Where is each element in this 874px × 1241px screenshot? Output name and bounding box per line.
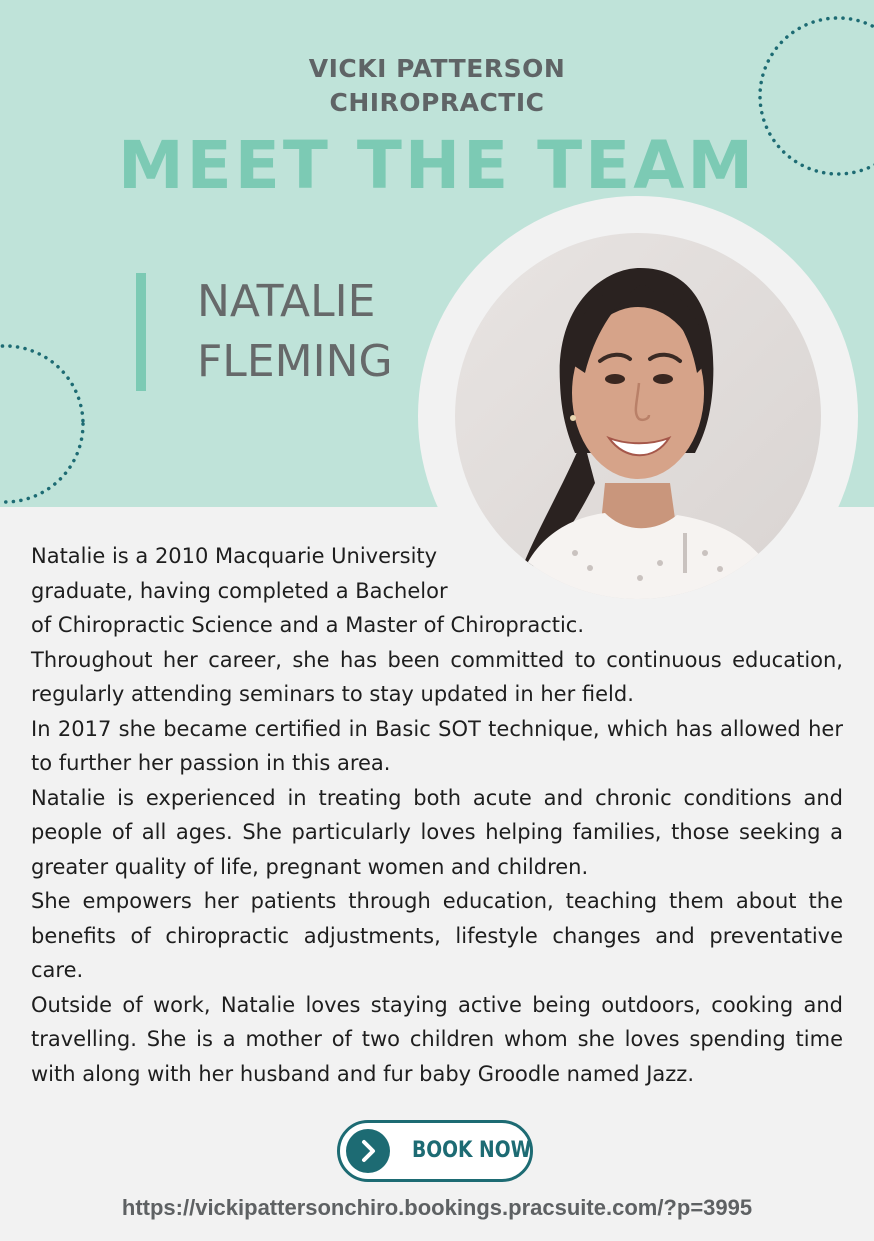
brand-name: [0, 52, 874, 120]
booking-url[interactable]: https://vickipattersonchiro.bookings.pracsuite.com/?p=3995: [121, 1195, 753, 1220]
chevron-right-icon: [346, 1129, 390, 1173]
dotted-circle-left: [0, 342, 96, 512]
brand-line-2: CHIROPRACTIC: [329, 88, 545, 117]
book-now-label: BOOK NOW: [412, 1138, 532, 1163]
bio-paragraph-2: Throughout her career, she has been committed to continuous education, regularly attending seminars to stay updated in her field.: [31, 647, 843, 706]
bio-paragraph-1b: of Chiropractic Science and a Master of Chiropractic.: [31, 613, 585, 637]
book-now-button[interactable]: [337, 1120, 533, 1182]
bio-paragraph-6: Outside of work, Natalie loves staying active being outdoors, cooking and travelling. She is a mother of two children whom she loves spending time with along with her husband and fur baby Groodle named Jazz.: [31, 992, 843, 1086]
bio-paragraph-1a: Natalie is a 2010 Macquarie University graduate, having completed a Bachelor: [31, 544, 448, 603]
bio-paragraph-4: Natalie is experienced in treating both acute and chronic conditions and people of all ages. She particularly loves helping families, those seeking a greater quality of life, pregnant women and children.: [31, 785, 843, 879]
bio-paragraph-3: In 2017 she became certified in Basic SOT technique, which has allowed her to further her passion in this area.: [31, 716, 843, 775]
bio-text: [31, 539, 843, 1091]
person-name: [197, 272, 393, 392]
first-name: NATALIE: [197, 276, 376, 327]
bio-paragraph-5: She empowers her patients through education, teaching them about the benefits of chiropractic adjustments, lifestyle changes and preventative care.: [31, 889, 843, 982]
last-name: FLEMING: [197, 336, 393, 387]
page-title: MEET THE TEAM: [117, 127, 757, 204]
name-accent-bar: [136, 273, 146, 391]
chevron-circle: [346, 1129, 390, 1173]
brand-line-1: VICKI PATTERSON: [308, 54, 566, 83]
